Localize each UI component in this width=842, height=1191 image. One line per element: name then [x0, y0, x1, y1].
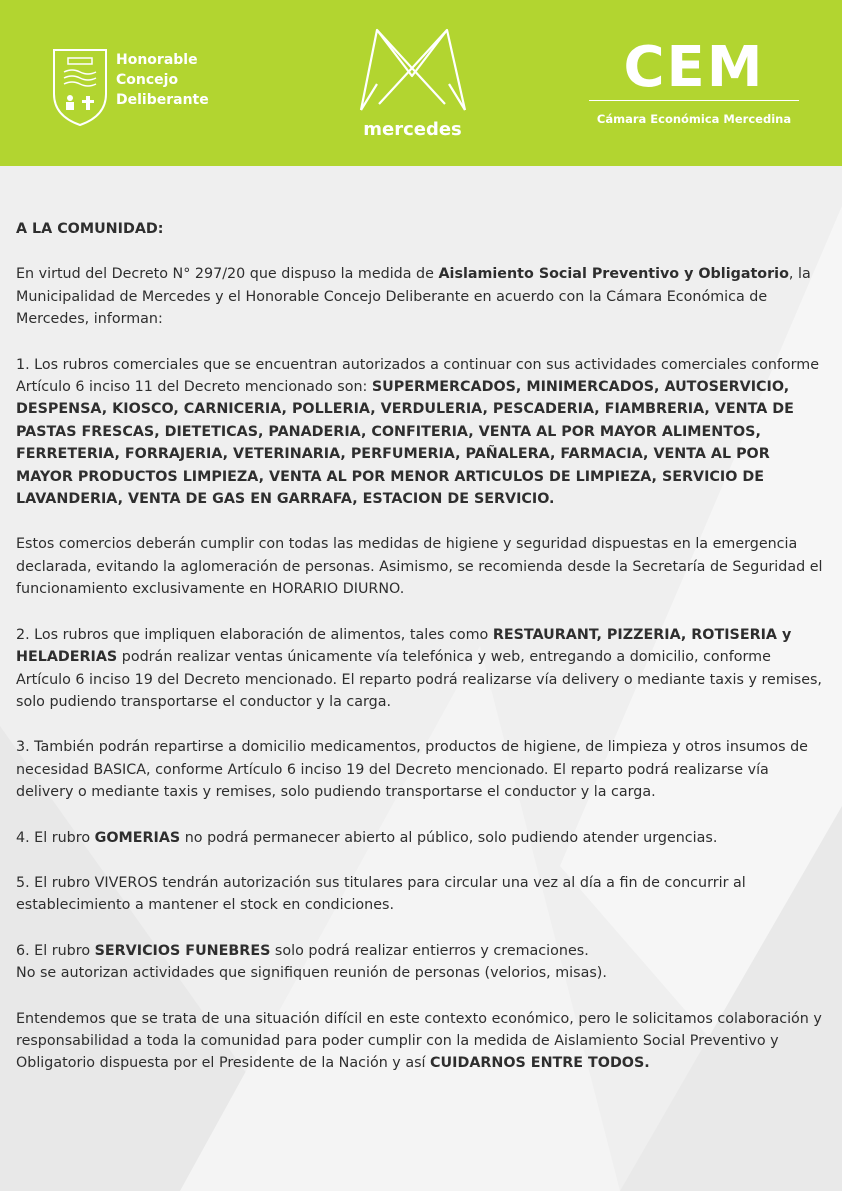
mercedes-wordmark: mercedes — [363, 119, 462, 140]
cem-logo — [586, 35, 802, 126]
hcd-name — [116, 50, 276, 110]
item-3: 3. También podrán repartirse a domicilio medicamentos, productos de higiene, de limpieza y otros insumos de necesidad BASICA, conforme Artículo 6 inciso 19 del Decreto mencionado. El reparto podrá realizarse vía delivery o mediante taxis y remises, solo pudiendo transportarse el conductor y la carga. — [16, 739, 808, 801]
item-2: 2. Los rubros que impliquen elaboración de alimentos, tales como RESTAURANT, PIZZERIA, ROTISERIA y HELADERIAS podrán realizar ventas únicamente vía telefónica y web, entregando a domicilio, conforme Artículo 6 inciso 19 del Decreto mencionado. El reparto podrá realizarse vía delivery o mediante taxis y remises, solo pudiendo transportarse el conductor y la carga. — [16, 626, 822, 710]
cem-divider — [589, 100, 799, 101]
hcd-line1: Honorable — [116, 52, 198, 68]
item-5: 5. El rubro VIVEROS tendrán autorización sus titulares para circular una vez al día a fin de concurrir al establecimiento a mantener el stock en condiciones. — [16, 874, 746, 914]
document-body — [16, 218, 826, 1098]
intro-paragraph: En virtud del Decreto N° 297/20 que dispuso la medida de Aislamiento Social Preventivo y Obligatorio, la Municipalidad de Mercedes y el Honorable Concejo Deliberante en acuerdo con la Cámara Económica de Mercedes, informan: — [16, 266, 811, 328]
mercedes-logo — [350, 24, 475, 144]
hcd-line2: Concejo — [116, 72, 179, 88]
header-band — [0, 0, 842, 166]
closing-paragraph: Entendemos que se trata de una situación difícil en este contexto económico, pero le solicitamos colaboración y responsabilidad a toda la comunidad para poder cumplir con la medida de Aislamiento Social Preventivo y Obligatorio dispuesta por el Presidente de la Nación y así CUIDARNOS ENTRE TODOS. — [16, 1010, 822, 1072]
hcd-line3: Deliberante — [116, 92, 209, 108]
document-heading: A LA COMUNIDAD: — [16, 221, 164, 237]
cem-title: CEM — [623, 35, 765, 100]
shield-icon — [50, 44, 110, 128]
mercedes-m-icon — [355, 24, 470, 114]
cem-subtitle: Cámara Económica Mercedina — [596, 112, 792, 126]
item-6: 6. El rubro SERVICIOS FUNEBRES solo podrá realizar entierros y cremaciones. No se autorizan actividades que signifiquen reunión de personas (velorios, misas). — [16, 942, 607, 982]
item-4: 4. El rubro GOMERIAS no podrá permanecer abierto al público, solo pudiendo atender urgencias. — [16, 829, 718, 846]
item-1-note: Estos comercios deberán cumplir con todas las medidas de higiene y seguridad dispuestas en la emergencia declarada, evitando la aglomeración de personas. Asimismo, se recomienda desde la Secretaría de Seguridad el funcionamiento exclusivamente en HORARIO DIURNO. — [16, 536, 823, 598]
item-1: 1. Los rubros comerciales que se encuentran autorizados a continuar con sus actividades comerciales conforme Artículo 6 inciso 11 del Decreto mencionado son: SUPERMERCADOS, MINIMERCADOS, AUTOSERVICIO, DESPENSA, KIOSCO, CARNICERIA, POLLERIA, VERDULERIA, PESCADERIA, FIAMBRERIA, VENTA DE PASTAS FRESCAS, DIETETICAS, PANADERIA, CONFITERIA, VENTA AL POR MAYOR ALIMENTOS, FERRETERIA, FORRAJERIA, VETERINARIA, PERFUMERIA, PAÑALERA, FARMACIA, VENTA AL POR MAYOR PRODUCTOS LIMPIEZA, VENTA AL POR MENOR ARTICULOS DE LIMPIEZA, SERVICIO DE LAVANDERIA, VENTA DE GAS EN GARRAFA, ESTACION DE SERVICIO. — [16, 356, 820, 508]
